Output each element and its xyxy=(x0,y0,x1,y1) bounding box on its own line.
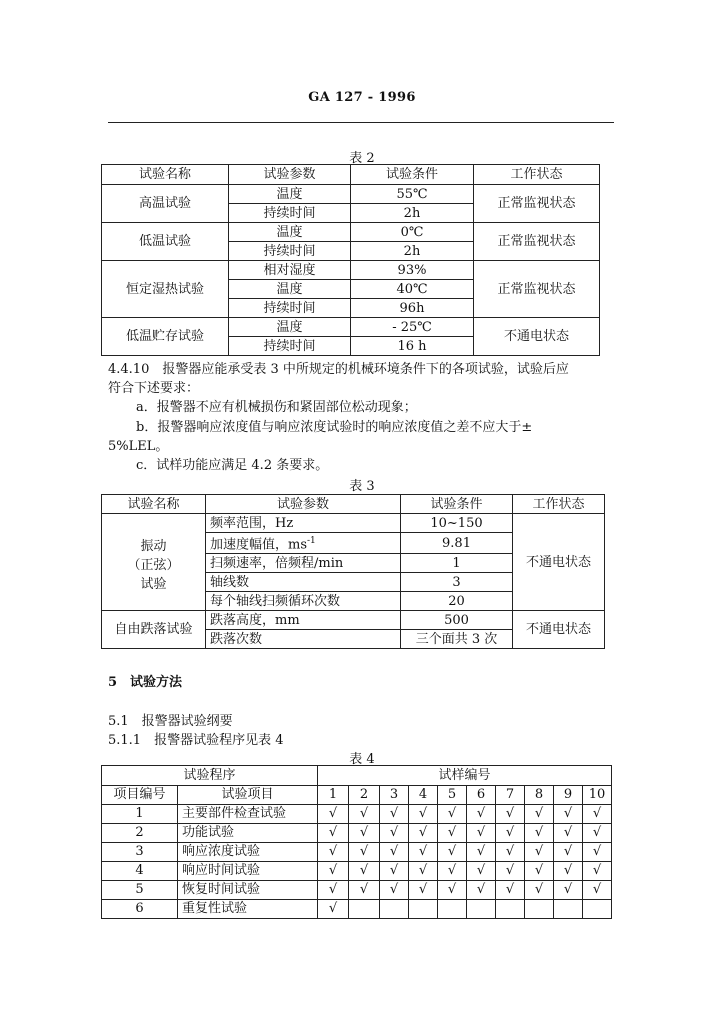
check-mark-cell: √ xyxy=(583,805,612,824)
param-cell: 持续时间 xyxy=(229,299,351,318)
table-row xyxy=(102,881,612,900)
param-cell: 温度 xyxy=(229,280,351,299)
check-mark-cell: √ xyxy=(525,805,554,824)
check-mark-cell: √ xyxy=(525,862,554,881)
condition-cell: 55℃ xyxy=(351,185,474,204)
sample-number-cell: 2 xyxy=(349,786,380,805)
check-mark-cell: √ xyxy=(467,843,496,862)
table-row xyxy=(102,185,600,204)
check-mark-cell: √ xyxy=(554,862,583,881)
check-mark-cell: √ xyxy=(525,843,554,862)
table-row xyxy=(102,261,600,280)
check-mark-cell: √ xyxy=(409,805,438,824)
check-mark-cell xyxy=(554,900,583,919)
check-mark-cell: √ xyxy=(554,824,583,843)
vibration-name-line1: 振动 xyxy=(140,538,167,554)
param-cell: 轴线数 xyxy=(206,573,401,592)
state-cell: 正常监视状态 xyxy=(474,223,600,261)
check-mark-cell: √ xyxy=(318,843,349,862)
table-row xyxy=(102,900,612,919)
sample-number-cell: 7 xyxy=(496,786,525,805)
table-row xyxy=(102,805,612,824)
table-row xyxy=(102,862,612,881)
check-mark-cell: √ xyxy=(349,805,380,824)
section-5-1-heading: 5.1 报警器试验纲要 xyxy=(108,714,233,729)
check-mark-cell: √ xyxy=(409,824,438,843)
check-mark-cell: √ xyxy=(583,824,612,843)
table-2 xyxy=(101,164,600,356)
param-cell: 跌落高度，mm xyxy=(206,611,401,630)
check-mark-cell: √ xyxy=(438,824,467,843)
sample-number-cell: 9 xyxy=(554,786,583,805)
table-header-row xyxy=(102,165,600,185)
item-number-cell: 3 xyxy=(102,843,178,862)
check-mark-cell: √ xyxy=(554,881,583,900)
check-mark-cell: √ xyxy=(380,881,409,900)
test-item-cell: 主要部件检查试验 xyxy=(178,805,318,824)
item-number-cell: 4 xyxy=(102,862,178,881)
sample-number-cell: 6 xyxy=(467,786,496,805)
clause-4-4-10-line1: 4.4.10 报警器应能承受表 3 中所规定的机械环境条件下的各项试验，试验后应 xyxy=(108,362,569,377)
table2-caption: 表 2 xyxy=(349,151,375,166)
condition-cell: 500 xyxy=(401,611,513,630)
page-header-title: GA 127 - 1996 xyxy=(308,90,416,105)
check-mark-cell: √ xyxy=(349,843,380,862)
condition-cell: 9.81 xyxy=(401,533,513,554)
group-header-cell: 试样编号 xyxy=(318,766,612,786)
param-cell: 频率范围，Hz xyxy=(206,514,401,533)
check-mark-cell: √ xyxy=(318,862,349,881)
header-cell: 试验名称 xyxy=(102,495,206,514)
check-mark-cell: √ xyxy=(525,881,554,900)
check-mark-cell xyxy=(438,900,467,919)
check-mark-cell: √ xyxy=(318,881,349,900)
header-cell: 试验项目 xyxy=(178,786,318,805)
check-mark-cell xyxy=(409,900,438,919)
param-cell: 温度 xyxy=(229,318,351,337)
check-mark-cell: √ xyxy=(409,881,438,900)
section-5-1-1-heading: 5.1.1 报警器试验程序见表 4 xyxy=(108,733,284,748)
table-row xyxy=(102,318,600,337)
header-cell: 试验条件 xyxy=(401,495,513,514)
header-cell: 项目编号 xyxy=(102,786,178,805)
header-cell: 试验条件 xyxy=(351,165,474,185)
condition-cell: 2h xyxy=(351,204,474,223)
param-cell: 扫频速率，倍频程/min xyxy=(206,554,401,573)
check-mark-cell: √ xyxy=(438,843,467,862)
test-name-cell: 低温贮存试验 xyxy=(102,318,229,356)
header-rule xyxy=(108,122,614,123)
table-row xyxy=(102,824,612,843)
state-cell: 正常监视状态 xyxy=(474,185,600,223)
param-cell: 持续时间 xyxy=(229,242,351,261)
check-mark-cell: √ xyxy=(583,881,612,900)
check-mark-cell: √ xyxy=(438,881,467,900)
check-mark-cell xyxy=(349,900,380,919)
section-5-heading: 5 试验方法 xyxy=(108,675,183,690)
param-cell: 温度 xyxy=(229,223,351,242)
check-mark-cell xyxy=(380,900,409,919)
condition-cell: 1 xyxy=(401,554,513,573)
clause-item-b-line2: 5%LEL。 xyxy=(108,439,169,454)
table-row xyxy=(102,514,605,533)
table-row xyxy=(102,223,600,242)
condition-cell: 96h xyxy=(351,299,474,318)
check-mark-cell xyxy=(467,900,496,919)
condition-cell: - 25℃ xyxy=(351,318,474,337)
condition-cell: 三个面共 3 次 xyxy=(401,630,513,649)
check-mark-cell: √ xyxy=(554,805,583,824)
check-mark-cell: √ xyxy=(409,843,438,862)
test-name-cell: 低温试验 xyxy=(102,223,229,261)
check-mark-cell: √ xyxy=(467,824,496,843)
param-cell: 持续时间 xyxy=(229,337,351,356)
condition-cell: 0℃ xyxy=(351,223,474,242)
table-row xyxy=(102,843,612,862)
check-mark-cell: √ xyxy=(318,824,349,843)
item-number-cell: 6 xyxy=(102,900,178,919)
check-mark-cell: √ xyxy=(467,805,496,824)
condition-cell: 93% xyxy=(351,261,474,280)
check-mark-cell: √ xyxy=(349,824,380,843)
param-cell: 每个轴线扫频循环次数 xyxy=(206,592,401,611)
check-mark-cell: √ xyxy=(318,900,349,919)
sample-number-cell: 3 xyxy=(380,786,409,805)
state-cell: 不通电状态 xyxy=(474,318,600,356)
table-header-row xyxy=(102,786,612,805)
param-cell: 持续时间 xyxy=(229,204,351,223)
param-cell: 跌落次数 xyxy=(206,630,401,649)
check-mark-cell: √ xyxy=(438,805,467,824)
condition-cell: 20 xyxy=(401,592,513,611)
check-mark-cell: √ xyxy=(525,824,554,843)
condition-cell: 10~150 xyxy=(401,514,513,533)
check-mark-cell: √ xyxy=(380,862,409,881)
condition-cell: 40℃ xyxy=(351,280,474,299)
state-cell: 正常监视状态 xyxy=(474,261,600,318)
check-mark-cell: √ xyxy=(496,862,525,881)
check-mark-cell: √ xyxy=(554,843,583,862)
vibration-test-name-cell xyxy=(102,514,206,611)
check-mark-cell: √ xyxy=(380,824,409,843)
item-number-cell: 1 xyxy=(102,805,178,824)
check-mark-cell: √ xyxy=(409,862,438,881)
table-group-header-row xyxy=(102,766,612,786)
header-cell: 试验参数 xyxy=(206,495,401,514)
check-mark-cell: √ xyxy=(380,805,409,824)
unit-superscript: -1 xyxy=(307,536,316,546)
table-3 xyxy=(101,494,605,649)
condition-cell: 16 h xyxy=(351,337,474,356)
sample-number-cell: 5 xyxy=(438,786,467,805)
check-mark-cell: √ xyxy=(349,862,380,881)
item-number-cell: 2 xyxy=(102,824,178,843)
test-name-cell: 恒定湿热试验 xyxy=(102,261,229,318)
group-header-cell: 试验程序 xyxy=(102,766,318,786)
header-cell: 试验参数 xyxy=(229,165,351,185)
header-cell: 工作状态 xyxy=(474,165,600,185)
state-cell: 不通电状态 xyxy=(513,611,605,649)
sample-number-cell: 10 xyxy=(583,786,612,805)
item-number-cell: 5 xyxy=(102,881,178,900)
check-mark-cell: √ xyxy=(380,843,409,862)
check-mark-cell: √ xyxy=(496,805,525,824)
table4-caption: 表 4 xyxy=(349,752,375,767)
vibration-name-line3: 试验 xyxy=(140,576,167,592)
param-cell: 相对湿度 xyxy=(229,261,351,280)
check-mark-cell: √ xyxy=(438,862,467,881)
vibration-name-line2: （正弦） xyxy=(127,557,180,573)
condition-cell: 3 xyxy=(401,573,513,592)
drop-test-name-cell: 自由跌落试验 xyxy=(102,611,206,649)
header-cell: 工作状态 xyxy=(513,495,605,514)
test-item-cell: 功能试验 xyxy=(178,824,318,843)
header-cell: 试验名称 xyxy=(102,165,229,185)
check-mark-cell xyxy=(583,900,612,919)
test-item-cell: 重复性试验 xyxy=(178,900,318,919)
sample-number-cell: 4 xyxy=(409,786,438,805)
check-mark-cell xyxy=(496,900,525,919)
sample-number-cell: 8 xyxy=(525,786,554,805)
test-item-cell: 响应时间试验 xyxy=(178,862,318,881)
table-row xyxy=(102,611,605,630)
clause-item-b-line1: b．报警器响应浓度值与响应浓度试验时的响应浓度值之差不应大于± xyxy=(136,420,533,435)
clause-item-a: a．报警器不应有机械损伤和紧固部位松动现象； xyxy=(136,400,417,415)
param-cell: 温度 xyxy=(229,185,351,204)
check-mark-cell xyxy=(525,900,554,919)
state-cell: 不通电状态 xyxy=(513,514,605,611)
check-mark-cell: √ xyxy=(467,862,496,881)
test-item-cell: 响应浓度试验 xyxy=(178,843,318,862)
table-4 xyxy=(101,765,612,919)
clause-4-4-10-line2: 符合下述要求： xyxy=(108,381,200,396)
clause-item-c: c．试样功能应满足 4.2 条要求。 xyxy=(136,458,329,473)
test-item-cell: 恢复时间试验 xyxy=(178,881,318,900)
check-mark-cell: √ xyxy=(583,862,612,881)
param-text: 加速度幅值，ms xyxy=(210,537,307,553)
check-mark-cell: √ xyxy=(583,843,612,862)
sample-number-cell: 1 xyxy=(318,786,349,805)
check-mark-cell: √ xyxy=(467,881,496,900)
param-cell xyxy=(206,533,401,554)
test-name-cell: 高温试验 xyxy=(102,185,229,223)
check-mark-cell: √ xyxy=(496,881,525,900)
condition-cell: 2h xyxy=(351,242,474,261)
check-mark-cell: √ xyxy=(318,805,349,824)
check-mark-cell: √ xyxy=(496,843,525,862)
table-header-row xyxy=(102,495,605,514)
table3-caption: 表 3 xyxy=(349,479,375,494)
check-mark-cell: √ xyxy=(349,881,380,900)
check-mark-cell: √ xyxy=(496,824,525,843)
